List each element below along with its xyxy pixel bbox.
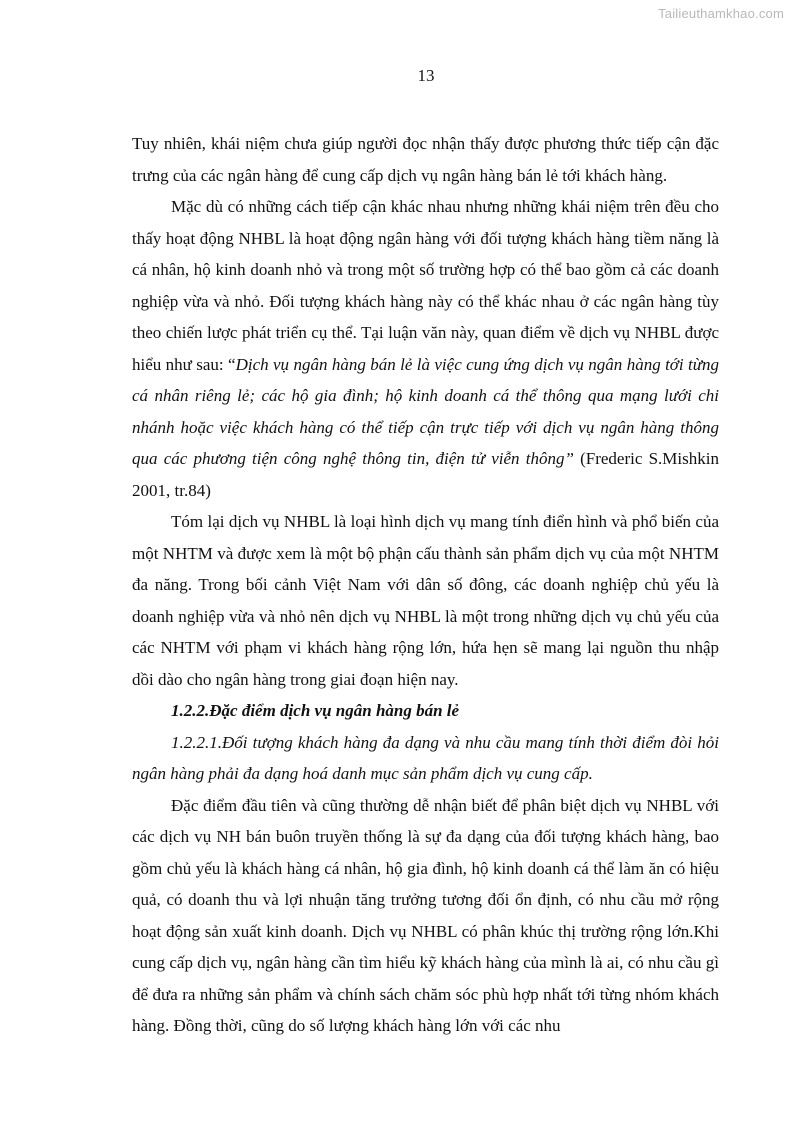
section-heading: 1.2.2.Đặc điểm dịch vụ ngân hàng bán lẻ [171, 701, 460, 720]
paragraph-4: Đặc điểm đầu tiên và cũng thường dễ nhận biết để phân biệt dịch vụ NHBL với các dịch vụ NH bán buôn truyền thống là sự đa dạng của đối tượng khách hàng, bao gồm chủ yếu là khách hàng cá nhân, hộ gia đình, hộ kinh doanh cá thể làm ăn có hiệu quả, có doanh thu và lợi nhuận tăng trưởng tương đối ổn định, có nhu cầu mở rộng hoạt động sản xuất kinh doanh. Dịch vụ NHBL có phân khúc thị trường rộng lớn.Khi cung cấp dịch vụ, ngân hàng cần tìm hiểu kỹ khách hàng của mình là ai, có nhu cầu gì để đưa ra những sản phẩm và chính sách chăm sóc phù hợp nhất tới từng nhóm khách hàng. Đồng thời, cũng do số lượng khách hàng lớn với các nhu [132, 795, 719, 1035]
paragraph-3: Tóm lại dịch vụ NHBL là loại hình dịch vụ mang tính điển hình và phổ biến của một NHTM và được xem là một bộ phận cấu thành sản phẩm dịch vụ của một NHTM đa năng. Trong bối cảnh Việt Nam với dân số đông, các doanh nghiệp chủ yếu là doanh nghiệp vừa và nhỏ nên dịch vụ NHBL là một trong những dịch vụ chủ yếu của các NHTM với phạm vi khách hàng rộng lớn, hứa hẹn sẽ mang lại nguồn thu nhập dồi dào cho ngân hàng trong giai đoạn hiện nay. [132, 512, 719, 689]
paragraph-1: Tuy nhiên, khái niệm chưa giúp người đọc nhận thấy được phương thức tiếp cận đặc trưng của các ngân hàng để cung cấp dịch vụ ngân hàng bán lẻ tới khách hàng. [132, 134, 719, 185]
document-body [132, 128, 719, 1042]
paragraph-2 [132, 191, 719, 506]
citation: (Frederic S.Mishkin 2001, tr.84) [132, 449, 719, 500]
subsection-heading: 1.2.2.1.Đối tượng khách hàng đa dạng và nhu cầu mang tính thời điểm đòi hỏi ngân hàng phải đa dạng hoá danh mục sản phẩm dịch vụ cung cấp. [132, 732, 719, 783]
definition-quote: Dịch vụ ngân hàng bán lẻ là việc cung ứng dịch vụ ngân hàng tới từng cá nhân riêng lẻ; các hộ gia đình; hộ kinh doanh cá thể thông qua mạng lưới chi nhánh hoặc việc khách hàng có thể tiếp cận trực tiếp với dịch vụ ngân hàng thông qua các phương tiện công nghệ thông tin, điện tử viễn thông” [132, 354, 719, 468]
page-number: 13 [417, 66, 435, 85]
watermark-text: Tailieuthamkhao.com [658, 6, 784, 21]
paragraph-2-intro: Mặc dù có những cách tiếp cận khác nhau nhưng những khái niệm trên đều cho thấy hoạt động NHBL là hoạt động ngân hàng với đối tượng khách hàng tiềm năng là cá nhân, hộ kinh doanh nhỏ và trong một số trường hợp có thể bao gồm cả các doanh nghiệp vừa và nhỏ. Đối tượng khách hàng này có thể khác nhau ở các ngân hàng tùy theo chiến lược phát triển cụ thể. Tại luận văn này, quan điểm về dịch vụ NHBL được hiểu như sau: “ [132, 197, 719, 374]
